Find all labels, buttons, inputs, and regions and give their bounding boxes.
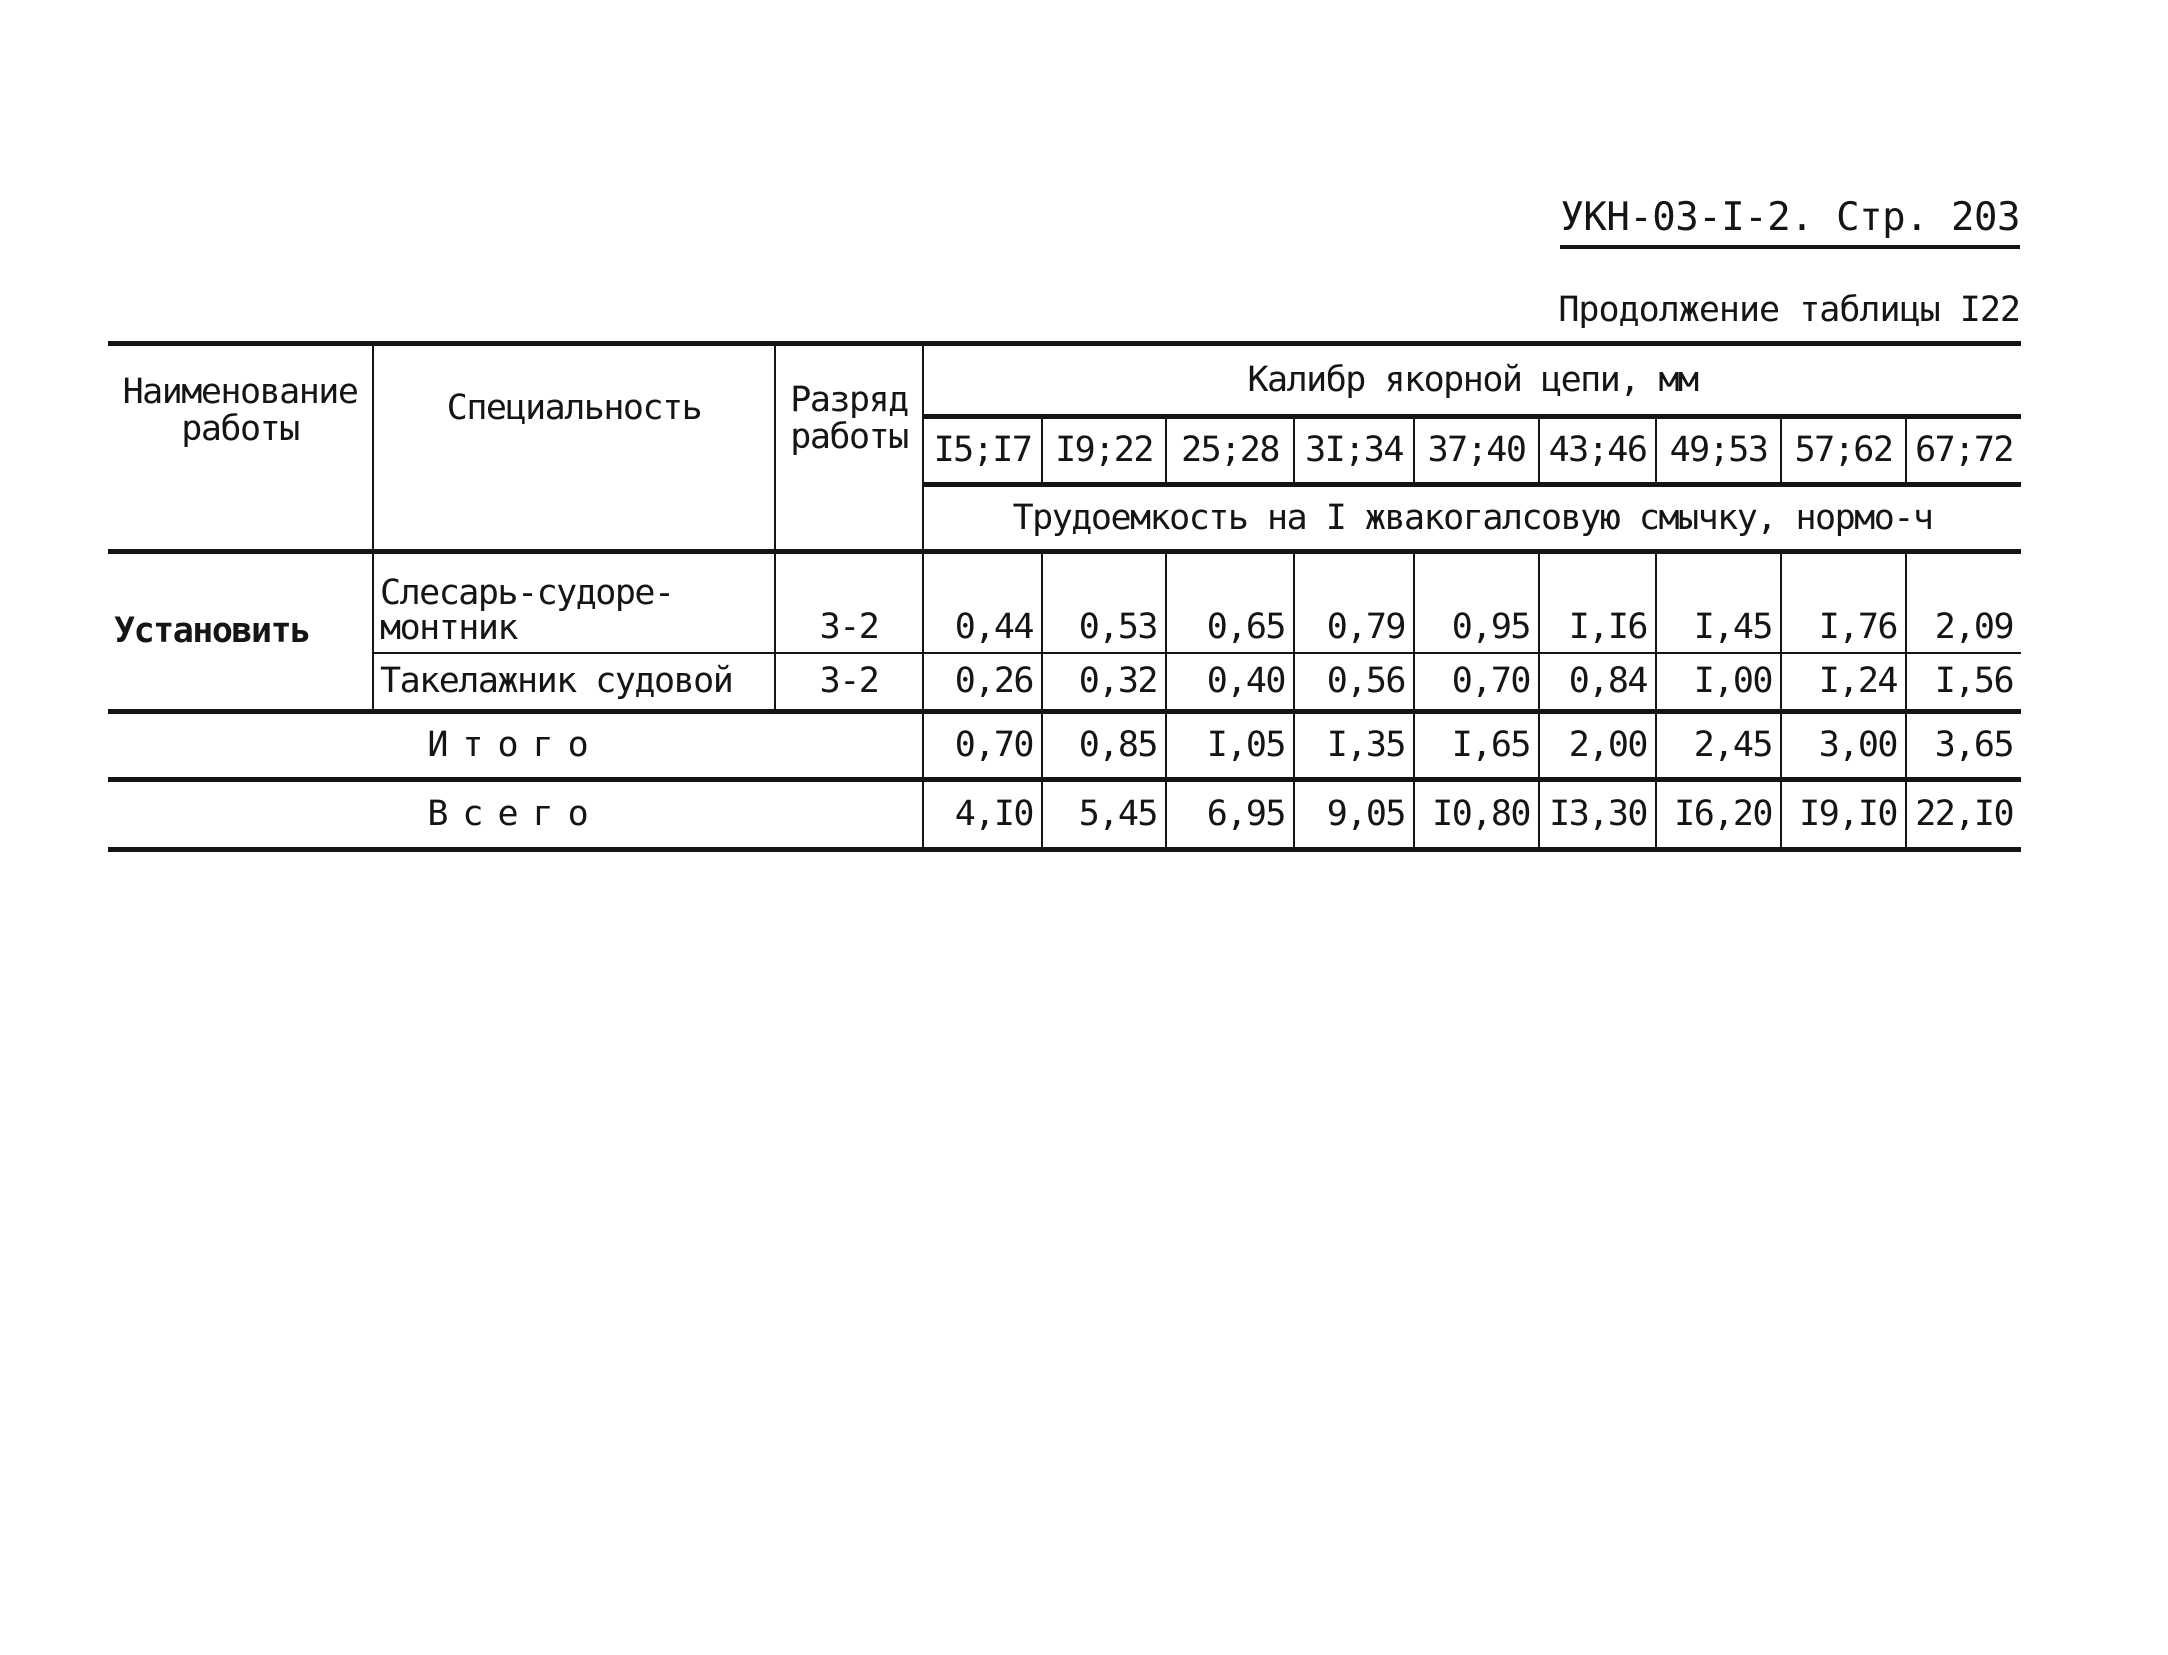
total-value: 9,05 [1294, 780, 1414, 850]
subtotal-value: 2,45 [1656, 712, 1781, 780]
subtotal-label [108, 712, 923, 780]
unit-header: Трудоемкость на I жвакогалсовую смычку, нормо-ч [1012, 497, 1933, 538]
caliber-header: 49;53 [1656, 417, 1781, 485]
caliber-header: I5;I7 [923, 417, 1042, 485]
total-value: 5,45 [1042, 780, 1166, 850]
subtotal-value: I,65 [1414, 712, 1539, 780]
labor-table [108, 341, 2021, 852]
caliber-header: 67;72 [1906, 417, 2021, 485]
value-cell: 0,26 [923, 653, 1042, 712]
subtotal-value: I,35 [1294, 712, 1414, 780]
value-cell: 0,40 [1166, 653, 1294, 712]
header-grade: Разряд работы [775, 344, 923, 552]
subtotal-value: 2,00 [1539, 712, 1656, 780]
work-name-cell: Установить [108, 552, 373, 712]
table-caption: Продолжение таблицы I22 [1558, 290, 2020, 330]
total-value: 22,I0 [1906, 780, 2021, 850]
value-cell: I,I6 [1539, 552, 1656, 654]
caliber-header: 57;62 [1781, 417, 1906, 485]
value-cell: I,76 [1781, 552, 1906, 654]
caliber-header: 3I;34 [1294, 417, 1414, 485]
value-cell: 2,09 [1906, 552, 2021, 654]
value-cell: I,45 [1656, 552, 1781, 654]
grade-cell: 3-2 [775, 552, 923, 654]
value-cell: 0,44 [923, 552, 1042, 654]
total-value: I3,30 [1539, 780, 1656, 850]
total-label [108, 780, 923, 850]
specialty-cell: Такелажник судовой [373, 653, 775, 712]
total-value: 4,I0 [923, 780, 1042, 850]
value-cell: 0,53 [1042, 552, 1166, 654]
value-cell: 0,70 [1414, 653, 1539, 712]
value-cell: 0,32 [1042, 653, 1166, 712]
value-cell: 0,84 [1539, 653, 1656, 712]
subtotal-label-text: Итого [427, 725, 603, 766]
total-value: 6,95 [1166, 780, 1294, 850]
subtotal-value: 0,85 [1042, 712, 1166, 780]
value-cell: I,24 [1781, 653, 1906, 712]
specialty-cell: Слесарь-судоре-монтник [373, 552, 775, 654]
value-cell: I,56 [1934, 661, 2014, 702]
header-work-name: Наименование работы [108, 344, 373, 552]
value-cell: 0,65 [1166, 552, 1294, 654]
caliber-header: 25;28 [1166, 417, 1294, 485]
subtotal-value: 3,65 [1906, 712, 2021, 780]
header-specialty: Специальность [373, 344, 775, 552]
value-cell: 0,56 [1294, 653, 1414, 712]
caliber-header: 43;46 [1539, 417, 1656, 485]
subtotal-value: 3,00 [1781, 712, 1906, 780]
caliber-header: 37;40 [1414, 417, 1539, 485]
grade-cell: 3-2 [775, 653, 923, 712]
total-label-text: Всего [427, 794, 603, 835]
value-cell: I,00 [1656, 653, 1781, 712]
caliber-header: I9;22 [1042, 417, 1166, 485]
total-value: I9,I0 [1781, 780, 1906, 850]
subtotal-value: I,05 [1166, 712, 1294, 780]
value-cell: 0,79 [1294, 552, 1414, 654]
header-caliber-group: Калибр якорной цепи, мм [923, 344, 2021, 417]
document-code: УКН-03-I-2. Стр. 203 [1560, 196, 2020, 249]
total-value: I0,80 [1414, 780, 1539, 850]
subtotal-value: 0,70 [923, 712, 1042, 780]
value-cell: 0,95 [1414, 552, 1539, 654]
total-value: I6,20 [1656, 780, 1781, 850]
